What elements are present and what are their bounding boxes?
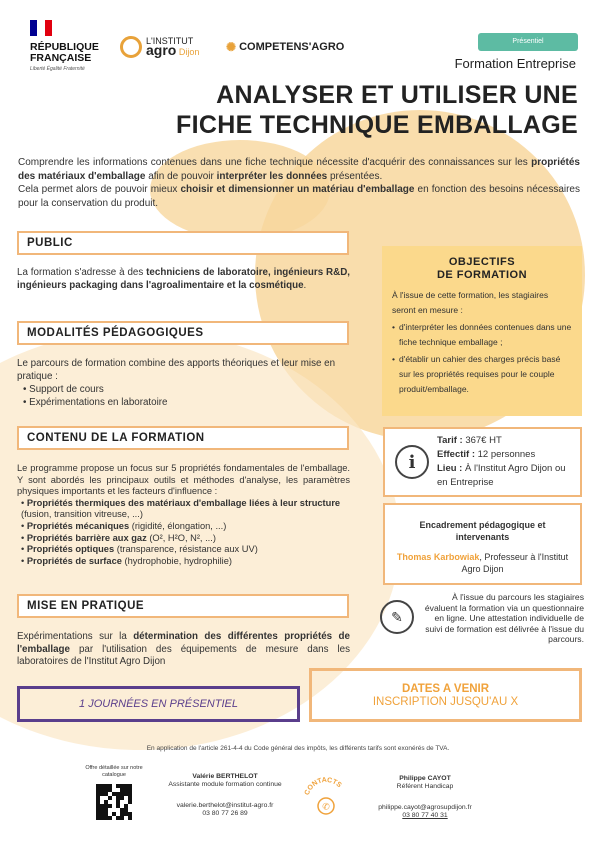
encadrement-title: Encadrement pédagogique et intervenants: [419, 520, 546, 542]
contacts-badge-svg: [300, 774, 352, 824]
duration-box: 1 JOURNÉES EN PRÉSENTIEL: [17, 686, 300, 722]
list-item: • Support de cours: [23, 384, 104, 395]
dijon-word: Dijon: [178, 47, 200, 57]
contact-2-role: Référent Handicap: [396, 783, 454, 791]
phone-icon: ✆: [322, 801, 330, 812]
contacts-badge: [300, 774, 352, 824]
modalites-heading: MODALITÉS PÉDAGOGIQUES: [17, 321, 349, 345]
objectifs-intro: À l'issue de cette formation, les stagiaires seront en mesure :: [392, 290, 549, 315]
legal-note: En application de l'article 261-4-4 du Code général des impôts, les différents tarifs sont exonérés de TVA.: [146, 745, 450, 752]
list-item: • Expérimentations en laboratoire: [23, 396, 168, 408]
contenu-heading: CONTENU DE LA FORMATION: [17, 426, 349, 450]
list-item: • Propriétés optiques (transparence, résistance aux UV): [21, 544, 258, 555]
republique-logo: [30, 20, 125, 72]
contenu-section: [17, 463, 350, 567]
list-item: • d'interpréter les données contenues dans une fiche technique emballage ;: [392, 322, 572, 347]
contact-1-name: Valérie BERTHELOT: [192, 773, 258, 780]
list-item: • Propriétés barrière aux gaz (O², H²O, N², ...): [21, 532, 216, 543]
contenu-text: Le programme propose un focus sur 5 propriétés fondamentales de l'emballage. Y sont abordés les principaux outils et méthodes d'analyse, les paramètres physiques importants et les facteurs d'influence :: [17, 463, 350, 497]
list-item: • d'établir un cahier des charges précis basé sur les propriétés requises pour le couple produit/emballage.: [392, 354, 561, 394]
list-item: • Propriétés mécaniques (rigidité, élongation, ...): [21, 520, 227, 531]
institut-line: L'INSTITUT: [146, 36, 194, 46]
institut-agro-logo: [120, 36, 199, 58]
objectifs-title: OBJECTIFS DE FORMATION: [436, 256, 528, 281]
contact-2-name: Philippe CAYOT: [399, 775, 451, 782]
encadrement-box: [383, 503, 582, 585]
competens-text: COMPETENS'AGRO: [239, 41, 345, 53]
list-item: • Propriétés de surface (hydrophobie, hydrophilie): [21, 555, 233, 566]
devise-text: Liberté Égalité Fraternité: [30, 66, 85, 72]
competens-icon: ✺: [226, 40, 237, 54]
intervenant-role: , Professeur à l'Institut Agro Dijon: [461, 552, 569, 574]
contact-2-phone[interactable]: 03 80 77 40 31: [402, 812, 448, 820]
info-icon: i: [395, 445, 429, 479]
agro-circle-icon: [120, 36, 142, 58]
inscription-text: INSCRIPTION JUSQU'AU X: [372, 696, 519, 708]
pratique-text: Expérimentations sur la détermination des différentes propriétés de l'emballage par l'utilisation des équipements de mesure dans les laboratoires de l'Institut Agro Dijon: [17, 631, 350, 667]
objectifs-box: [382, 246, 582, 416]
title-line-1: ANALYSER ET UTILISER UNE: [216, 81, 578, 109]
contact-1-phone[interactable]: 03 80 77 26 89: [202, 810, 248, 818]
pratique-heading: MISE EN PRATIQUE: [17, 594, 349, 618]
feedback-icon: ✎: [380, 600, 414, 634]
modalites-text: Le parcours de formation combine des apports théoriques et leur mise en pratique :: [17, 358, 336, 382]
flag-icon: [30, 20, 52, 36]
tarif-value: 367€ HT: [462, 435, 502, 446]
presentiel-badge: Présentiel: [478, 33, 578, 51]
page-title: [176, 80, 578, 140]
lieu-value: À l'Institut Agro Dijon ou en Entreprise: [437, 463, 566, 488]
list-item: • Propriétés thermiques des matériaux d'emballage liées à leur structure (fusion, transition vitreuse, ...): [21, 497, 341, 520]
competens-logo: [226, 40, 344, 54]
agro-word: agro: [146, 42, 177, 58]
intro-text: Comprendre les informations contenues dans une fiche technique nécessite d'acquérir des connaissances sur les propriétés des matériaux d'emballage afin de pouvoir interpréter les données présentées. Cela permet alors de pouvoir mieux choisir et dimensionner un matériau d'emballage en fonction des besoins nécessaires pour la conservation du produit.: [18, 157, 580, 209]
contact-2-email[interactable]: philippe.cayot@agrosupdijon.fr: [378, 803, 472, 811]
public-heading: PUBLIC: [17, 231, 349, 255]
contact-1-role: Assistante module formation continue: [168, 781, 282, 789]
svg-text:CONTACTS: CONTACTS: [303, 776, 343, 797]
modalites-section: [17, 358, 350, 409]
effectif-value: 12 personnes: [475, 449, 536, 460]
intervenant-name: Thomas Karbowiak: [396, 552, 480, 562]
evaluation-block: [380, 592, 584, 656]
contact-1: [160, 773, 290, 819]
qr-code[interactable]: [96, 784, 132, 820]
title-line-2: FICHE TECHNIQUE EMBALLAGE: [176, 111, 578, 139]
evaluation-text: À l'issue du parcours les stagiaires évaluent la formation via un questionnaire en ligne. Une attestation individuelle de suivi de formation est délivrée à l'issue du parcours.: [424, 592, 584, 644]
formation-type: Formation Entreprise: [454, 56, 576, 71]
dates-box: [309, 668, 582, 722]
contact-2: [370, 775, 480, 821]
qr-label: Offre détaillée sur notre catalogue: [85, 765, 143, 778]
info-box: i Tarif : 367€ HT Effectif : 12 personnes Lieu : À l'Institut Agro Dijon ou en Entreprise: [383, 427, 582, 497]
contact-1-email[interactable]: valerie.berthelot@institut-agro.fr: [176, 801, 274, 809]
dates-title: DATES A VENIR: [401, 683, 490, 695]
republique-text: RÉPUBLIQUE FRANÇAISE: [30, 41, 99, 64]
public-text: La formation s'adresse à des techniciens de laboratoire, ingénieurs R&D, ingénieurs packaging dans l'agroalimentaire et la cosmétique.: [17, 267, 350, 291]
